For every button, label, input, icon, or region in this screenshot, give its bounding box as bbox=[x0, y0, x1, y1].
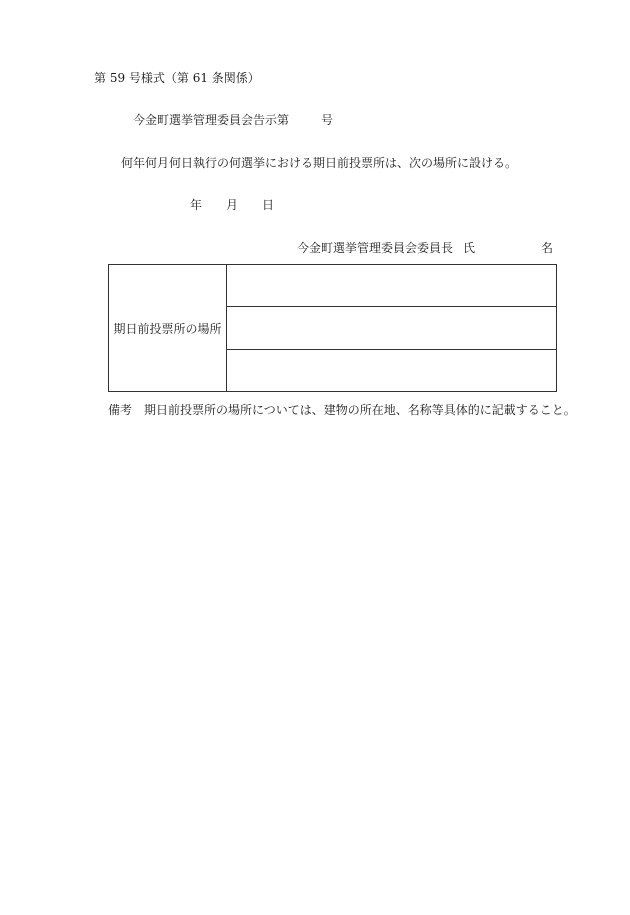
signature-name-first: 氏 bbox=[463, 241, 476, 255]
location-table bbox=[108, 264, 557, 392]
date-day: 日 bbox=[262, 198, 275, 212]
location-label-cell bbox=[109, 265, 227, 391]
remarks-text: 期日前投票所の場所については、建物の所在地、名称等具体的に記載すること。 bbox=[144, 403, 576, 417]
location-row bbox=[227, 265, 556, 307]
signature-line bbox=[297, 242, 553, 254]
body-text: 何年何月何日執行の何選挙における期日前投票所は、次の場所に設ける。 bbox=[121, 156, 518, 170]
location-row bbox=[227, 350, 556, 391]
notice-title bbox=[133, 114, 333, 126]
remarks bbox=[108, 404, 576, 416]
signature-title: 今金町選挙管理委員会委員長 bbox=[297, 241, 454, 255]
date-month: 月 bbox=[226, 198, 239, 212]
date-year: 年 bbox=[190, 198, 203, 212]
date-line bbox=[190, 199, 274, 211]
notice-title-prefix: 今金町選挙管理委員会告示第 bbox=[133, 113, 290, 127]
form-number: 第 59 号様式（第 61 条関係） bbox=[94, 71, 260, 85]
location-rows bbox=[227, 265, 556, 391]
notice-title-suffix: 号 bbox=[321, 113, 334, 127]
signature-name-second: 名 bbox=[541, 241, 554, 255]
remarks-heading: 備考 bbox=[108, 403, 133, 417]
location-row bbox=[227, 307, 556, 349]
location-label: 期日前投票所の場所 bbox=[113, 321, 222, 336]
